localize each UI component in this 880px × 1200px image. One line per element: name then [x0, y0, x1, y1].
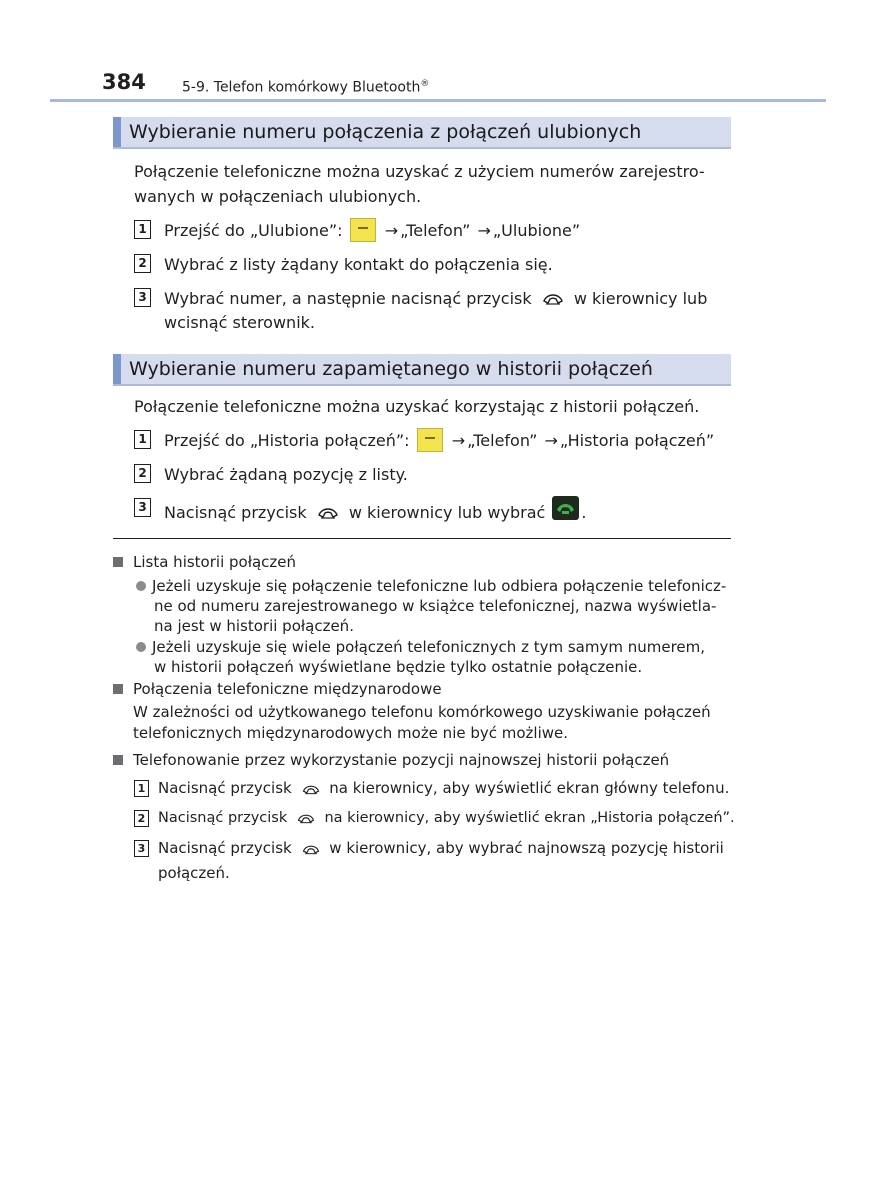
phone-off-hook-icon	[296, 811, 316, 826]
phone-off-hook-icon	[301, 842, 321, 857]
step-text-a: Nacisnąć przycisk	[158, 810, 288, 826]
step-text-c: .	[581, 503, 587, 522]
step-text	[164, 496, 586, 525]
step-text	[158, 778, 729, 798]
section-intro	[134, 159, 734, 209]
phone-off-hook-icon	[316, 504, 340, 522]
green-phone-icon	[552, 496, 579, 520]
section-title: Wybieranie numeru zapamiętanego w historii połączeń	[129, 358, 653, 380]
step-text	[164, 286, 707, 311]
step-number: 1	[134, 220, 151, 239]
note-step-2	[134, 808, 734, 830]
note-step-3	[134, 838, 734, 884]
note-heading-text: Lista historii połączeń	[133, 553, 297, 571]
step-text-a: Wybrać numer, a następnie nacisnąć przycisk	[164, 289, 532, 308]
square-bullet-icon	[113, 755, 123, 765]
section-heading-favourites	[113, 117, 731, 149]
menu-icon	[350, 218, 376, 242]
step-number: 2	[134, 254, 151, 273]
chapter-title	[182, 79, 429, 96]
note-heading-text: Telefonowanie przez wykorzystanie pozycji najnowszej historii połączeń	[133, 751, 670, 769]
step-text-b: w kierownicy lub	[573, 289, 708, 308]
step-text-c: „Historia połączeń”	[559, 431, 715, 450]
note-text: ne od numeru zarejestrowanego w książce telefonicznej, nazwa wyświetla-	[154, 597, 717, 615]
step-number: 3	[134, 498, 151, 517]
section-title: Wybieranie numeru połączenia z połączeń ulubionych	[129, 121, 642, 143]
step-text-b: w kierownicy, aby wybrać najnowszą pozycję historii	[329, 839, 724, 857]
step-text	[158, 808, 735, 828]
menu-icon	[417, 428, 443, 452]
note-text: w historii połączeń wyświetlane będzie tylko ostatnie połączenie.	[154, 658, 643, 676]
note-bullet	[136, 576, 726, 596]
step-text-a: Przejść do „Historia połączeń”:	[164, 431, 410, 450]
step-text-a: Przejść do „Ulubione”:	[164, 221, 343, 240]
step-text-b: „Telefon”	[400, 221, 471, 240]
arrow-icon: →	[451, 431, 466, 450]
section-accent-bar	[113, 354, 121, 384]
page-number: 384	[102, 70, 146, 94]
section-accent-bar	[113, 117, 121, 147]
round-bullet-icon	[136, 581, 146, 591]
note-heading	[113, 679, 442, 699]
step-text: Wybrać żądaną pozycję z listy.	[164, 465, 408, 484]
step-text-b: „Telefon”	[467, 431, 538, 450]
step-text-c: „Ulubione”	[492, 221, 581, 240]
intro-line: Połączenie telefoniczne można uzyskać z użyciem numerów zarejestro-	[134, 162, 705, 181]
intro-line: wanych w połączeniach ulubionych.	[134, 187, 422, 206]
step-number: 2	[134, 810, 149, 827]
step-text	[164, 218, 580, 243]
step-text-a: Nacisnąć przycisk	[158, 779, 292, 797]
step-text-line2: połączeń.	[158, 864, 230, 882]
phone-off-hook-icon	[301, 782, 321, 797]
note-heading	[113, 552, 296, 572]
notes-divider	[113, 538, 731, 539]
registered-mark: ®	[420, 79, 430, 89]
step-text	[164, 428, 714, 453]
step-text-line2: wcisnąć sterownik.	[164, 313, 315, 332]
step-text	[158, 838, 724, 858]
step-text-a: Nacisnąć przycisk	[164, 503, 307, 522]
note-step-1	[134, 778, 734, 800]
note-text: Jeżeli uzyskuje się połączenie telefoniczne lub odbiera połączenie telefonicz-	[152, 577, 727, 595]
note-text: W zależności od użytkowanego telefonu komórkowego uzyskiwanie połączeń	[133, 703, 711, 721]
step-number: 1	[134, 780, 149, 797]
step-number: 3	[134, 288, 151, 307]
step-number: 2	[134, 464, 151, 483]
note-text: Jeżeli uzyskuje się wiele połączeń telefonicznych z tym samym numerem,	[152, 638, 706, 656]
step-number: 1	[134, 430, 151, 449]
chapter-text: 5-9. Telefon komórkowy Bluetooth	[182, 79, 421, 96]
step-text: Wybrać z listy żądany kontakt do połączenia się.	[164, 255, 553, 274]
header-rule	[50, 99, 826, 102]
note-heading	[113, 750, 669, 770]
step-number: 3	[134, 840, 149, 857]
round-bullet-icon	[136, 642, 146, 652]
section-intro: Połączenie telefoniczne można uzyskać korzystając z historii połączeń.	[134, 397, 700, 416]
note-text: telefonicznych międzynarodowych może nie być możliwe.	[133, 724, 569, 742]
arrow-icon: →	[544, 431, 558, 450]
arrow-icon: →	[384, 221, 399, 240]
step-text-b: na kierownicy, aby wyświetlić ekran „Historia połączeń”.	[324, 810, 735, 826]
note-heading-text: Połączenia telefoniczne międzynarodowe	[133, 680, 442, 698]
square-bullet-icon	[113, 684, 123, 694]
section-heading-history	[113, 354, 731, 386]
arrow-icon: →	[477, 221, 491, 240]
step-text-b: w kierownicy lub wybrać	[348, 503, 546, 522]
phone-off-hook-icon	[541, 290, 565, 308]
note-bullet	[136, 637, 705, 657]
step-text-a: Nacisnąć przycisk	[158, 839, 292, 857]
step-text-b: na kierownicy, aby wyświetlić ekran główny telefonu.	[329, 779, 730, 797]
square-bullet-icon	[113, 557, 123, 567]
note-text: na jest w historii połączeń.	[154, 617, 354, 635]
